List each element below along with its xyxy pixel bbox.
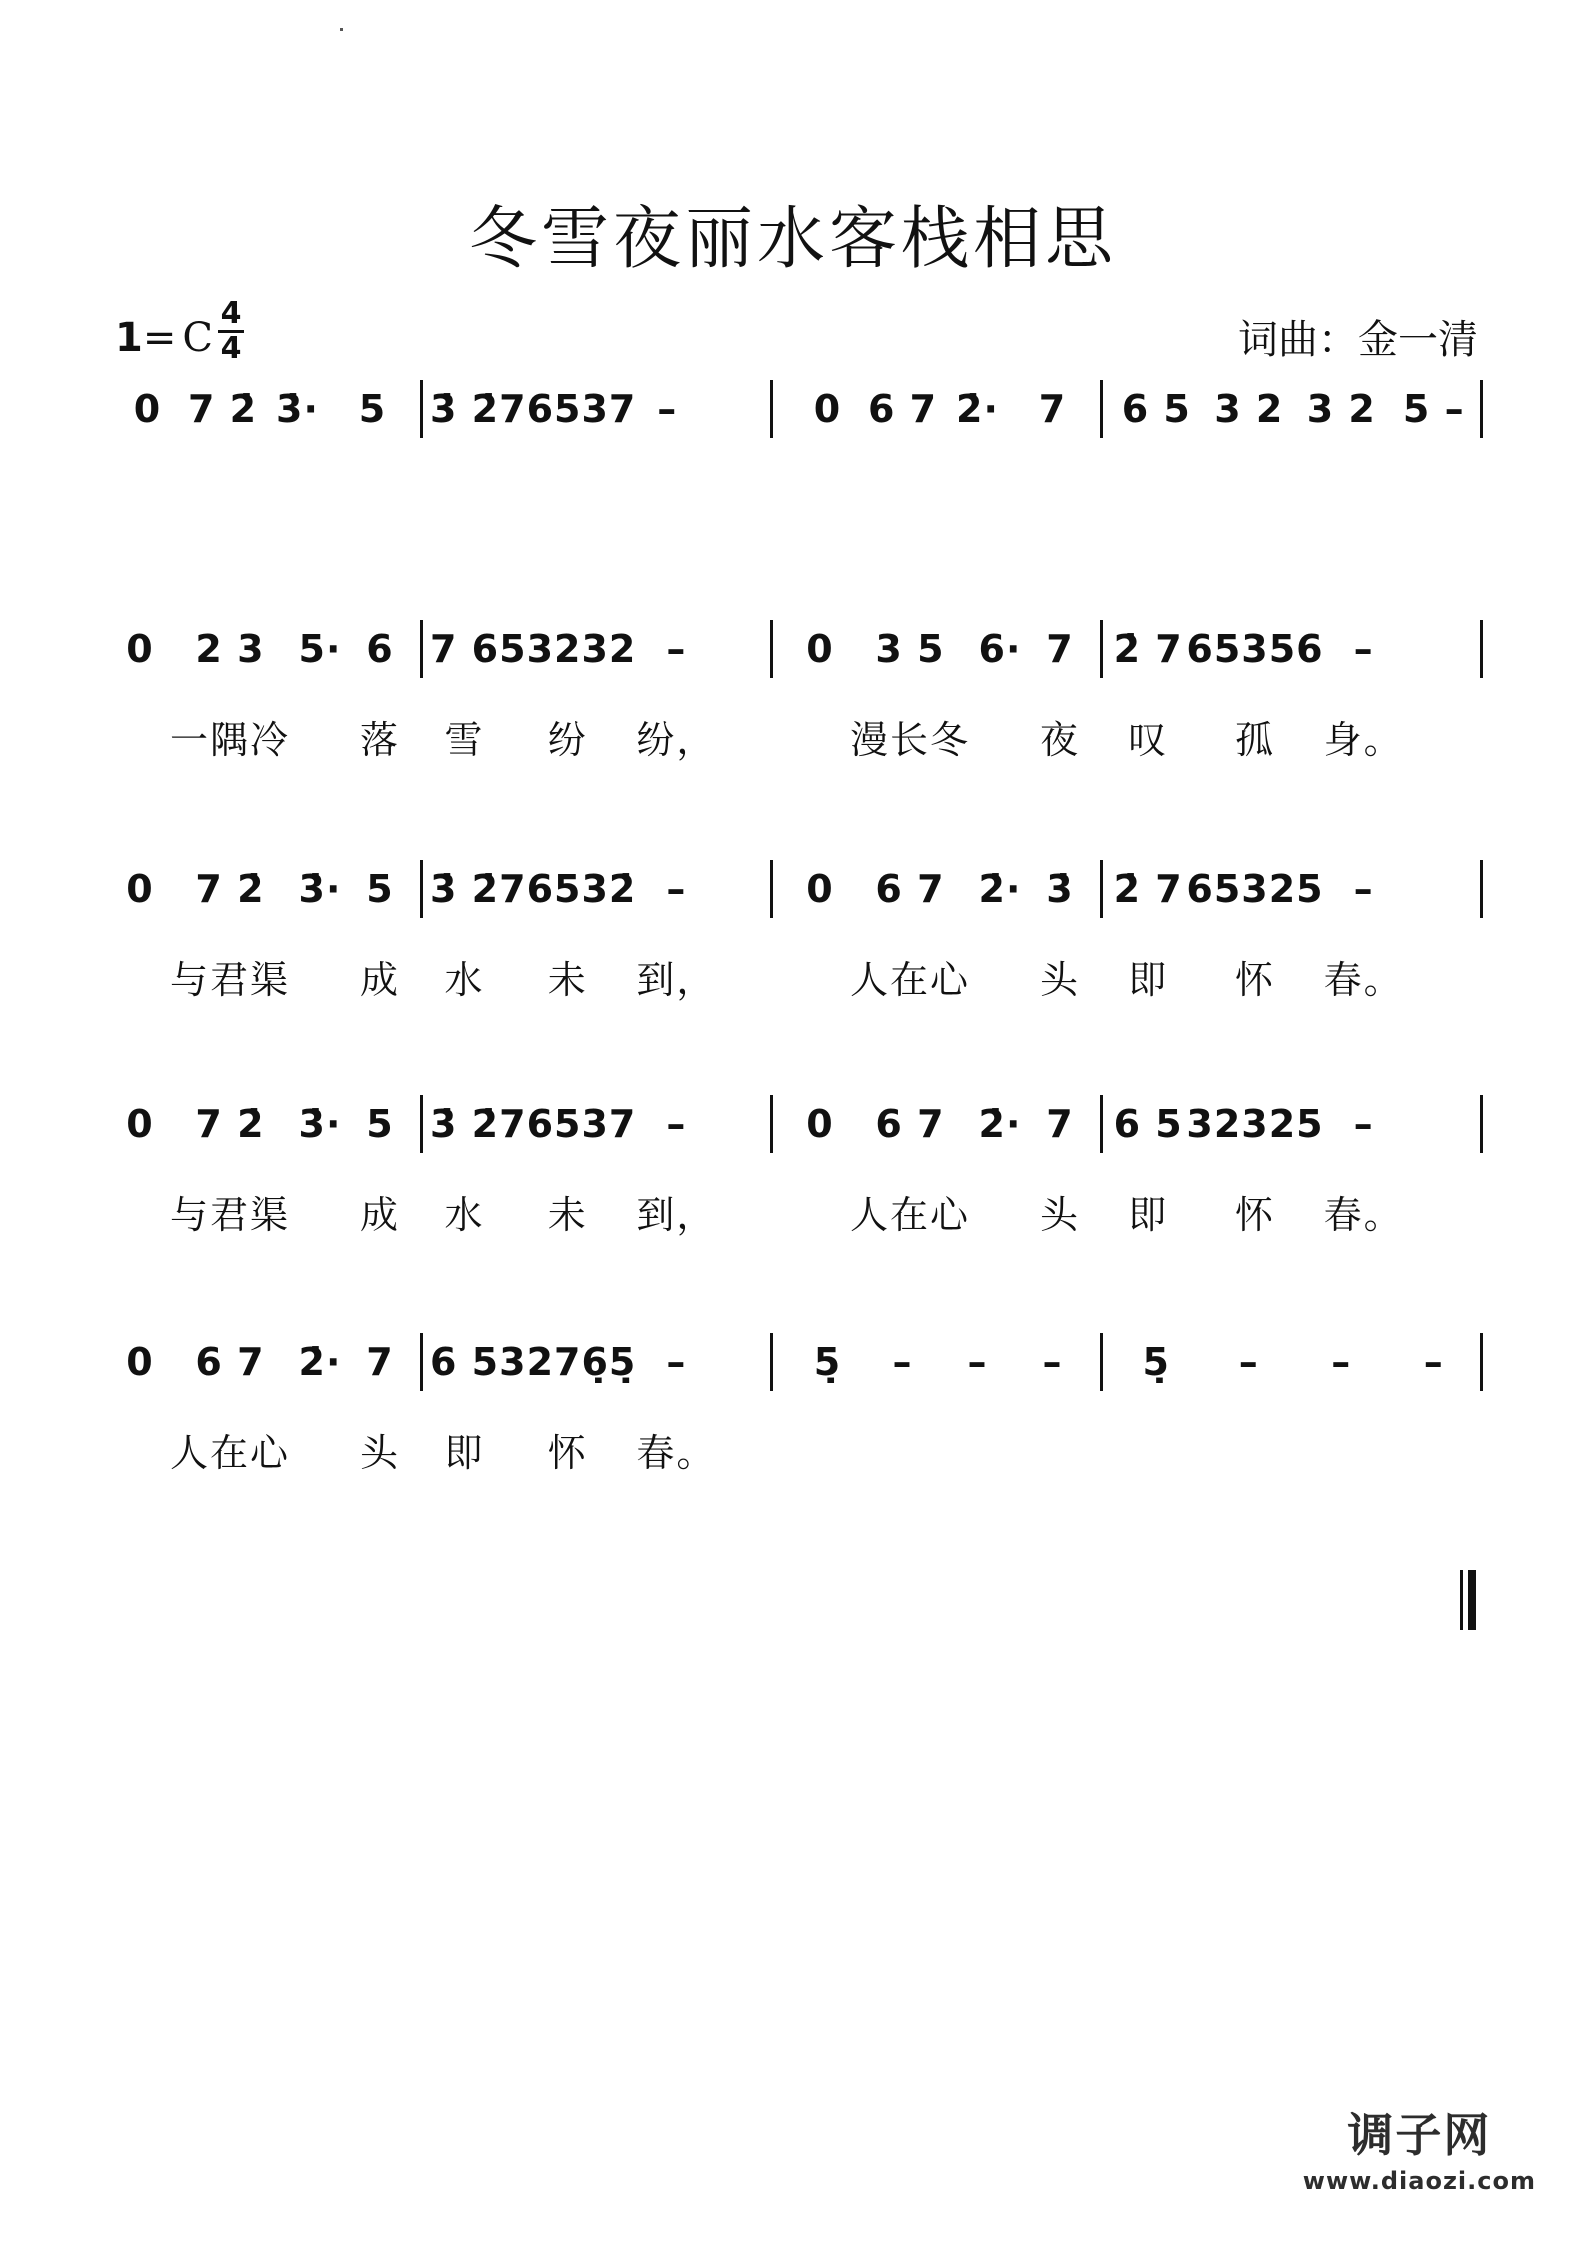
beat-notes: 2̇ 7 (1113, 627, 1183, 671)
site-watermark (1303, 2099, 1536, 2195)
measure (430, 1070, 760, 1270)
beat (636, 1070, 716, 1270)
barline (1480, 1095, 1483, 1153)
beat-lyric: 到， (636, 958, 717, 1002)
beat (865, 1308, 940, 1508)
beat (430, 355, 499, 555)
score-system (110, 835, 1492, 1035)
beat-notes: – (1238, 1340, 1259, 1384)
beat (1015, 355, 1090, 555)
beat (1030, 1070, 1090, 1270)
beat (110, 835, 170, 1035)
beat-notes: – (892, 1340, 913, 1384)
measure (110, 355, 410, 555)
beat (940, 1308, 1015, 1508)
beat-notes: – (1331, 1340, 1352, 1384)
measure (790, 595, 1090, 795)
beat-lyric: 春。 (1323, 958, 1404, 1002)
beat (970, 835, 1030, 1035)
barline (1480, 620, 1483, 678)
beat-notes: 0 (126, 627, 154, 671)
beat (716, 1070, 760, 1270)
barline (1480, 380, 1483, 438)
key-letter: C (182, 315, 213, 361)
beat-lyric: 叹 (1128, 718, 1169, 762)
beat-lyric: 纷， (636, 718, 717, 762)
measure (790, 835, 1090, 1035)
beat-notes: 3̇ 2̇ (430, 867, 500, 911)
barline (1100, 1095, 1103, 1153)
measure (1110, 1070, 1480, 1270)
beat (1110, 835, 1186, 1035)
beat-notes: 6 5 (1121, 387, 1191, 431)
final-barline (1460, 1570, 1480, 1630)
beat-lyric: 怀 (1234, 958, 1275, 1002)
beat (1404, 1070, 1480, 1270)
beat (110, 1308, 170, 1508)
barline (770, 620, 773, 678)
beat (170, 835, 290, 1035)
beat (430, 595, 499, 795)
beat-notes: 32325 (1186, 1102, 1324, 1146)
beat-lyric: 未 (547, 1193, 588, 1237)
beat-notes: 76537 (499, 387, 637, 431)
key-tonic-number: 1 (115, 315, 143, 361)
beat-notes: 0 (806, 1102, 834, 1146)
beat (290, 835, 350, 1035)
beat-notes: 3̇· (276, 387, 319, 431)
beat-notes: 0 (813, 387, 842, 431)
beat-notes: – (1423, 1340, 1444, 1384)
beat-notes: 6 5 (430, 1340, 500, 1384)
beat (1203, 1308, 1296, 1508)
watermark-name: 调子网 (1347, 2108, 1492, 2162)
beat-notes: 3̇ 2̇ (430, 1102, 500, 1146)
beat-lyric: 身。 (1323, 718, 1404, 762)
beat (970, 595, 1030, 795)
beat (430, 835, 499, 1035)
beat (430, 1070, 499, 1270)
beat-notes: 3 5 (875, 627, 945, 671)
beat-lyric: 怀 (547, 1431, 588, 1475)
key-equals: = (142, 315, 177, 361)
beat (850, 1070, 970, 1270)
beat-lyric: 雪 (444, 718, 485, 762)
beat-notes: – (666, 867, 687, 911)
measure (430, 1308, 760, 1508)
beat-notes: 2̇· (956, 387, 999, 431)
beat-notes: – (666, 1340, 687, 1384)
beat-lyric: 头 (1039, 1193, 1080, 1237)
beat-notes: 6 7 (875, 1102, 945, 1146)
beat (350, 1070, 410, 1270)
barline (420, 1333, 423, 1391)
beat-lyric: 成 (359, 1193, 400, 1237)
beat-notes: 3 2 (1306, 387, 1376, 431)
beat-lyric: 孤 (1234, 718, 1275, 762)
measure (1110, 595, 1480, 795)
beat (1110, 595, 1186, 795)
beat (1110, 355, 1203, 555)
beat-lyric: 纷 (547, 718, 588, 762)
beat (1186, 595, 1323, 795)
beat-lyric: 水 (444, 1193, 485, 1237)
beat-notes: 7 (1046, 627, 1074, 671)
beat-notes: – (1042, 1340, 1063, 1384)
time-signature-numerator: 4 (220, 296, 242, 331)
beat-notes: 0 (806, 627, 834, 671)
score-system (110, 355, 1492, 555)
beat-lyric: 漫长冬 (849, 718, 970, 762)
final-barline-thick (1468, 1570, 1476, 1630)
beat (698, 355, 760, 555)
beat (110, 595, 170, 795)
beat-notes: 3̇· (298, 1102, 342, 1146)
beat-notes: 5· (298, 627, 342, 671)
beat-notes: 0 (126, 1102, 154, 1146)
song-title: 冬雪夜丽水客栈相思 (468, 200, 1117, 279)
measure (110, 835, 410, 1035)
score-system (110, 1070, 1492, 1270)
beat-notes: 5 – (1402, 387, 1465, 431)
barline (420, 1095, 423, 1153)
beat-lyric: 落 (359, 718, 400, 762)
beat-notes: 76537 (499, 1102, 637, 1146)
beat (499, 1070, 636, 1270)
beat (110, 355, 185, 555)
beat (1015, 1308, 1090, 1508)
beat-notes: 7 (1046, 1102, 1074, 1146)
beat (335, 355, 410, 555)
beat (110, 1070, 170, 1270)
measure (1110, 835, 1480, 1035)
beat-notes: 6 (366, 627, 394, 671)
beat-notes: 5 (366, 1102, 394, 1146)
beat-notes: 7 (1038, 387, 1067, 431)
barline (770, 860, 773, 918)
beat (865, 355, 940, 555)
beat (350, 595, 410, 795)
beat-notes: 2̇· (298, 1340, 342, 1384)
beat-lyric: 怀 (1234, 1193, 1275, 1237)
beat-lyric: 成 (359, 958, 400, 1002)
barline (420, 620, 423, 678)
measure (110, 1070, 410, 1270)
beat-notes: – (1353, 867, 1374, 911)
beat (350, 1308, 410, 1508)
beat-lyric: 春。 (1323, 1193, 1404, 1237)
measure (790, 355, 1090, 555)
beat-notes: 5̣ (1142, 1340, 1170, 1384)
beat (636, 1308, 716, 1508)
score-system (110, 1308, 1492, 1508)
time-signature-denominator: 4 (218, 330, 244, 365)
beat-lyric: 人在心 (169, 1431, 290, 1475)
beat-notes: 2̇· (978, 1102, 1022, 1146)
beat (170, 1070, 290, 1270)
barline (420, 380, 423, 438)
beat (790, 1308, 865, 1508)
beat-notes: 5 (366, 867, 394, 911)
beat (940, 355, 1015, 555)
beat (790, 1070, 850, 1270)
beat-lyric: 头 (359, 1431, 400, 1475)
beat-lyric: 即 (1128, 958, 1169, 1002)
beat (716, 1308, 760, 1508)
beat (185, 355, 260, 555)
beat-notes: 5̣ (813, 1340, 842, 1384)
beat-notes: 53232 (499, 627, 637, 671)
beat-notes: – (1353, 627, 1374, 671)
barline (1480, 860, 1483, 918)
composer-credit: 词曲：金一清 (1238, 317, 1478, 363)
beat (1186, 1070, 1323, 1270)
beat-notes: – (967, 1340, 988, 1384)
measure (110, 1308, 410, 1508)
beat-lyric: 一隅冷 (169, 718, 290, 762)
beat (290, 1308, 350, 1508)
beat-lyric: 头 (1039, 958, 1080, 1002)
beat (636, 355, 698, 555)
barline (1100, 620, 1103, 678)
barline (1480, 1333, 1483, 1391)
beat (499, 355, 636, 555)
beat (1295, 1308, 1388, 1508)
beat (1324, 1070, 1404, 1270)
beat-notes: 65356 (1186, 627, 1324, 671)
beat (850, 595, 970, 795)
barline (770, 380, 773, 438)
barline (420, 860, 423, 918)
beat-lyric: 即 (1128, 1193, 1169, 1237)
beat-lyric: 即 (444, 1431, 485, 1475)
measure (1110, 1308, 1480, 1508)
beat (1324, 835, 1404, 1035)
beat-notes: 6· (978, 627, 1022, 671)
beat (790, 595, 850, 795)
beat-notes: 0 (126, 867, 154, 911)
beat (499, 595, 636, 795)
barline (1100, 1333, 1103, 1391)
measure (110, 595, 410, 795)
barline (1100, 860, 1103, 918)
beat-notes: – (666, 1102, 687, 1146)
beat-notes: 7 2̇ (187, 387, 258, 431)
beat-notes: 3276̣5̣ (499, 1340, 637, 1384)
measure (1110, 355, 1480, 555)
measure (430, 355, 760, 555)
beat-notes: 2̇· (978, 867, 1022, 911)
final-barline-thin (1460, 1570, 1463, 1630)
measure (790, 1308, 1090, 1508)
beat (290, 1070, 350, 1270)
beat-lyric: 与君渠 (169, 1193, 290, 1237)
beat (499, 835, 636, 1035)
beat (790, 835, 850, 1035)
beat-notes: 6 7 (867, 387, 938, 431)
beat (170, 595, 290, 795)
beat-lyric: 人在心 (849, 958, 970, 1002)
beat-lyric: 春。 (636, 1431, 717, 1475)
measure (430, 835, 760, 1035)
beat-notes: 76532̇ (499, 867, 637, 911)
beat-lyric: 人在心 (849, 1193, 970, 1237)
beat-notes: 3̇· (298, 867, 342, 911)
beat (1030, 835, 1090, 1035)
beat-notes: 6 7 (195, 1340, 265, 1384)
beat-notes: 0 (126, 1340, 154, 1384)
beat (1404, 835, 1480, 1035)
beat (499, 1308, 636, 1508)
beat-lyric: 到， (636, 1193, 717, 1237)
beat (636, 595, 716, 795)
measure (790, 1070, 1090, 1270)
beat-notes: 3 2 (1214, 387, 1284, 431)
beat-lyric: 水 (444, 958, 485, 1002)
beat (1388, 355, 1481, 555)
beat (1324, 595, 1404, 795)
stray-mark (340, 28, 343, 31)
beat-notes: 6 7 (875, 867, 945, 911)
beat-notes: 3̇ 2̇ (430, 387, 500, 431)
beat (1203, 355, 1296, 555)
measure (430, 595, 760, 795)
beat (350, 835, 410, 1035)
beat-notes: 5 (358, 387, 387, 431)
beat (1295, 355, 1388, 555)
beat-notes: – (657, 387, 678, 431)
beat (1030, 595, 1090, 795)
score-system (110, 595, 1492, 795)
beat (1110, 1070, 1186, 1270)
beat-notes: 2̇ 7 (1113, 867, 1183, 911)
beat-lyric: 未 (547, 958, 588, 1002)
beat-notes: – (666, 627, 687, 671)
beat (1110, 1308, 1203, 1508)
beat (1186, 835, 1323, 1035)
beat-notes: 3̇ (1046, 867, 1074, 911)
beat-notes: 0 (806, 867, 834, 911)
beat-notes: 65325 (1186, 867, 1324, 911)
beat (170, 1308, 290, 1508)
beat (636, 835, 716, 1035)
barline (770, 1333, 773, 1391)
beat-lyric: 夜 (1039, 718, 1080, 762)
beat (716, 835, 760, 1035)
beat-notes: 7 2̇ (195, 1102, 265, 1146)
beat (970, 1070, 1030, 1270)
beat (260, 355, 335, 555)
beat (430, 1308, 499, 1508)
beat (850, 835, 970, 1035)
beat-notes: 6 5 (1113, 1102, 1183, 1146)
beat-lyric: 与君渠 (169, 958, 290, 1002)
beat (1388, 1308, 1481, 1508)
barline (1100, 380, 1103, 438)
beat (790, 355, 865, 555)
beat (290, 595, 350, 795)
beat-notes: 7 6 (430, 627, 500, 671)
watermark-url: www.diaozi.com (1302, 2167, 1536, 2195)
beat-notes: 2 3 (195, 627, 265, 671)
beat-notes: 7 (366, 1340, 394, 1384)
beat (1404, 595, 1480, 795)
beat (716, 595, 760, 795)
barline (770, 1095, 773, 1153)
beat-notes: 7 2̇ (195, 867, 265, 911)
beat-notes: – (1353, 1102, 1374, 1146)
beat-notes: 0 (133, 387, 162, 431)
